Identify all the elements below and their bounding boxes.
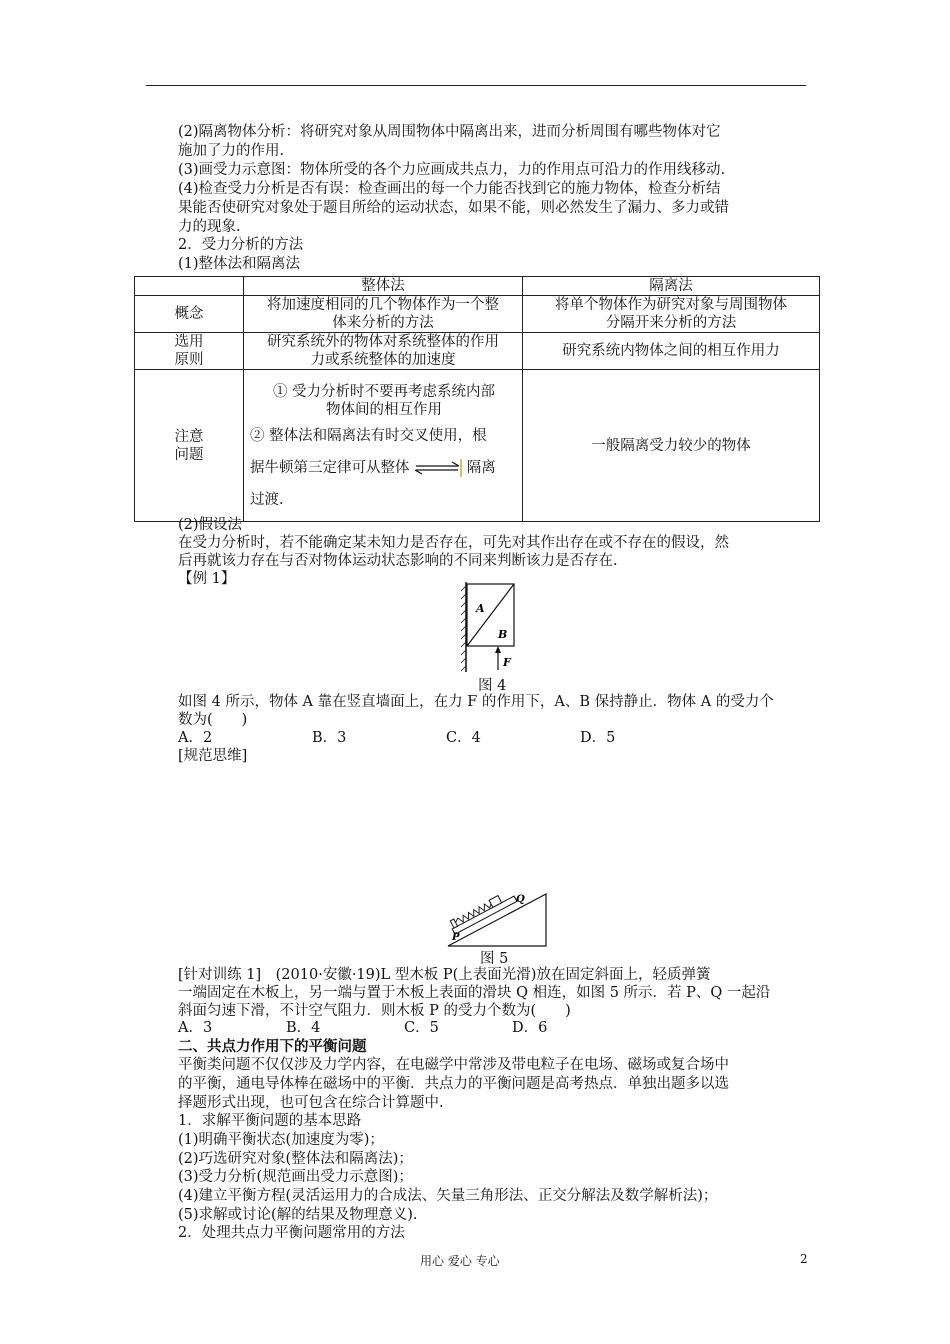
text-line: 果能否使研究对象处于题目所给的运动状态，如果不能，则必然发生了漏力、多力或错 [178, 200, 729, 216]
option-b: B．3 [312, 730, 347, 746]
cell-text: 物体间的相互作用 [326, 401, 442, 418]
cell-text: 力或系统整体的加速度 [310, 352, 456, 368]
subsection-heading: (2)假设法 [178, 517, 243, 533]
answer-options [178, 729, 818, 748]
label-a: A [476, 602, 485, 615]
option-c: C．4 [446, 730, 481, 746]
label-q: Q [516, 894, 525, 905]
text-line: 的平衡，通电导体棒在磁场中的平衡．共点力的平衡问题是高考热点．单独出题多以选 [178, 1076, 729, 1092]
table-header-isolate: 隔离法 [523, 277, 820, 296]
table-cell [244, 296, 523, 333]
option-d: D．6 [512, 1020, 548, 1036]
label-p: P [452, 932, 460, 943]
table-corner-cell [135, 277, 244, 296]
label-f: F [503, 656, 511, 669]
row-label-principle [135, 333, 244, 370]
section-title: 二、共点力作用下的平衡问题 [178, 1038, 367, 1055]
figure-5 [446, 892, 548, 948]
text-line: 2．处理共点力平衡问题常用的方法 [178, 1225, 405, 1241]
header-rule [146, 85, 806, 86]
page-number: 2 [800, 1252, 808, 1266]
table-cell: 研究系统内物体之间的相互作用力 [523, 333, 820, 370]
question-text: 数为( ) [178, 712, 248, 728]
text-line: 力的现象. [178, 219, 241, 235]
option-c: C．5 [404, 1020, 439, 1036]
cell-text: 问题 [174, 446, 204, 463]
figure-caption: 图 4 [478, 678, 507, 694]
cell-text: 将加速度相同的几个物体作为一个整 [267, 297, 499, 313]
label-b: B [498, 628, 508, 641]
cell-text-with-arrow [250, 459, 518, 477]
table-cell: 一般隔离受力较少的物体 [523, 370, 820, 522]
table-cell [244, 333, 523, 370]
table-cell [244, 370, 523, 522]
row-label-notes [135, 370, 244, 522]
text-line: 在受力分析时，若不能确定某未知力是否存在，可先对其作出存在或不存在的假设，然 [178, 535, 729, 551]
text-line: 1．求解平衡问题的基本思路 [178, 1113, 362, 1129]
text-line: (1)明确平衡状态(加速度为零)； [178, 1132, 384, 1148]
table-cell [523, 296, 820, 333]
cell-text: 研究系统外的物体对系统整体的作用 [267, 334, 499, 350]
cell-text: 据牛顿第三定律可从整体 [250, 459, 410, 476]
text-line: (5)求解或讨论(解的结果及物理意义). [178, 1207, 418, 1223]
double-arrow-icon [414, 459, 462, 477]
text-line: (4)检查受力分析是否有误：检查画出的每一个力能否找到它的施力物体，检查分析结 [178, 181, 721, 197]
text-line: (4)建立平衡方程(灵活运用力的合成法、矢量三角形法、正交分解法及数学解析法)； [178, 1188, 718, 1204]
cell-text: 分隔开来分析的方法 [605, 315, 737, 331]
text-line: (3)画受力示意图：物体所受的各个力应画成共点力，力的作用点可沿力的作用线移动. [178, 162, 726, 178]
cell-text: 原则 [174, 352, 204, 368]
text-line: (2)巧选研究对象(整体法和隔离法)； [178, 1151, 413, 1167]
page-footer: 用心 爱心 专心 [420, 1254, 500, 1268]
option-b: B．4 [286, 1020, 321, 1036]
text-line: 择题形式出现，也可包含在综合计算题中. [178, 1095, 444, 1111]
text-line: 平衡类问题不仅仅涉及力学内容，在电磁学中常涉及带电粒子在电场、磁场或复合场中 [178, 1057, 729, 1073]
section-heading: 2．受力分析的方法 [178, 237, 304, 253]
training-text: 一端固定在木板上，另一端与置于木板上表面的滑块 Q 相连，如图 5 所示．若 P、Q 一起沿 [178, 985, 771, 1001]
question-text: 如图 4 所示，物体 A 靠在竖直墙面上，在力 F 的作用下，A、B 保持静止．物体 A 的受力个 [178, 694, 774, 710]
methods-table [134, 276, 820, 522]
cell-text: ① 受力分析时不要再考虑系统内部 [272, 383, 496, 400]
cell-text: 选用 [174, 334, 204, 350]
subsection-heading: (1)整体法和隔离法 [178, 256, 301, 272]
training-text: 斜面匀速下滑，不计空气阻力．则木板 P 的受力个数为( ) [178, 1003, 571, 1019]
thinking-label: [规范思维] [178, 748, 248, 764]
option-d: D．5 [580, 730, 616, 746]
cell-text: 过渡. [250, 491, 284, 508]
example-label: 【例 1】 [178, 571, 236, 587]
cell-text: 将单个物体作为研究对象与周围物体 [555, 297, 787, 313]
figure-4 [458, 578, 528, 674]
text-line: (3)受力分析(规范画出受力示意图)； [178, 1169, 413, 1185]
text-line: 后再就该力存在与否对物体运动状态影响的不同来判断该力是否存在. [178, 553, 618, 569]
figure-caption: 图 5 [480, 951, 509, 967]
text-line: 施加了力的作用. [178, 143, 285, 159]
training-text: [针对训练 1] (2010·安徽·19)L 型木板 P(上表面光滑)放在固定斜面上，轻质弹簧 [178, 967, 711, 983]
cell-text: 隔离 [466, 459, 496, 476]
text-line: (2)隔离物体分析：将研究对象从周围物体中隔离出来，进而分析周围有哪些物体对它 [178, 124, 721, 140]
row-label-concept: 概念 [135, 296, 244, 333]
cell-text: ② 整体法和隔离法有时交叉使用，根 [250, 427, 487, 444]
cell-text: 体来分析的方法 [332, 315, 434, 331]
option-a: A．2 [178, 730, 213, 746]
answer-options [178, 1019, 818, 1038]
option-a: A．3 [178, 1020, 213, 1036]
cell-text: 注意 [174, 428, 204, 445]
table-header-whole: 整体法 [244, 277, 523, 296]
